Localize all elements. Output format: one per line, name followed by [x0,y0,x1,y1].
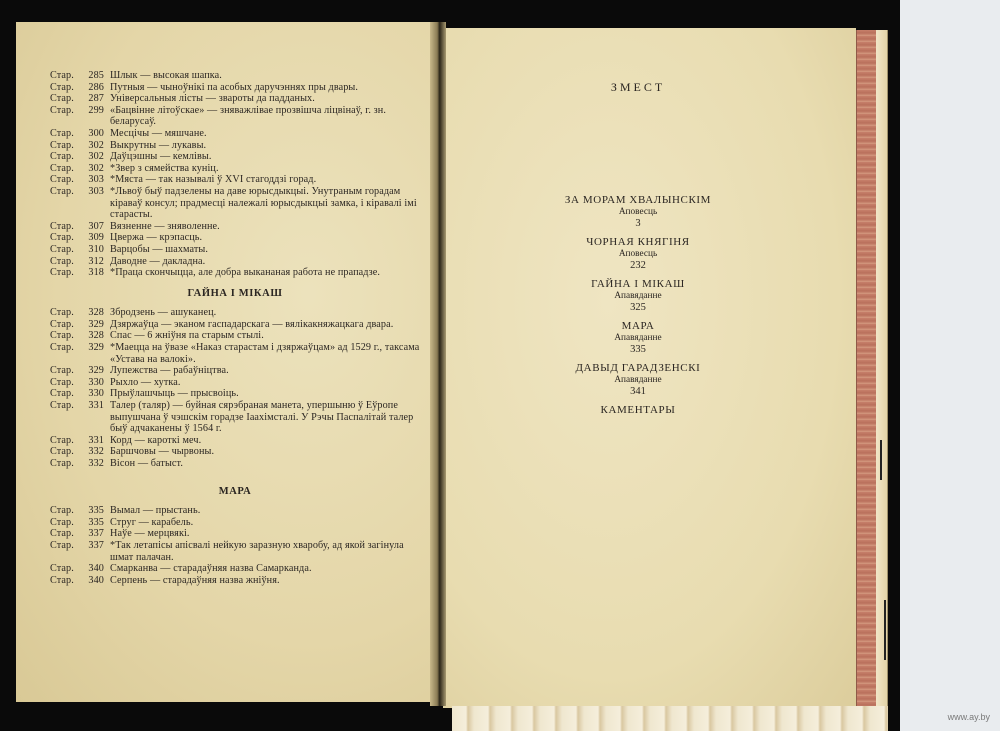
note-abbr: Стар. [50,127,74,139]
note-abbr: Стар. [50,539,74,551]
note-abbr: Стар. [50,563,74,575]
notes-group-2 [50,307,420,469]
note-abbr: Стар. [50,70,74,81]
note-abbr: Стар. [50,446,74,458]
note-page: 303 [88,185,104,197]
note-text: *Звер з сямейства куніц. [110,162,219,174]
toc-entry-title: ДАВЫД ГАРАДЗЕНСКІ [575,362,701,374]
note-row [50,163,420,175]
note-page: 307 [88,220,104,232]
note-row [50,540,420,563]
note-abbr: Стар. [50,93,74,105]
note-row [50,563,420,575]
note-abbr: Стар. [50,434,74,446]
toc-entry-title: ГАЙНА І МІКАШ [591,278,685,290]
note-page: 318 [88,267,104,279]
note-text: Выкрутны — лукавы. [110,139,207,151]
note-row [50,517,420,529]
note-abbr: Стар. [50,318,74,330]
note-abbr: Стар. [50,376,74,388]
note-page: 337 [88,539,104,551]
toc-entry-genre: Аповесць [618,249,658,259]
toc-entry-title: КАМЕНТАРЫ [600,404,676,416]
toc-entry-title: МАРА [621,320,655,332]
note-text: Спас — 6 жніўня па старым стылі. [110,330,264,342]
note-abbr: Стар. [50,400,74,412]
note-text: Путныя — чыноўнікі па асобых даручэннях пры двары. [110,81,358,93]
note-text: Даўцэшны — кемлівы. [110,151,212,163]
note-row [50,319,420,331]
note-text: Збродзень — ашуканец. [110,307,217,319]
toc-entry-page: 325 [630,302,646,313]
note-row [50,388,420,400]
page-bottom-edge [452,706,888,731]
note-page: 329 [88,342,104,354]
note-row [50,221,420,233]
note-text: Універсальныя лісты — звароты да падданых. [110,93,315,105]
note-abbr: Стар. [50,185,74,197]
section-heading-mara: МАРА [218,485,252,497]
note-text: Смарканва — старадаўняя назва Самарканда. [110,563,312,575]
note-abbr: Стар. [50,267,74,279]
note-text: Месцічы — мяшчане. [110,127,207,139]
note-row [50,105,420,128]
note-text: «Бацвінне літоўскае» — зняважлівае прозвішча ліцвінаў, г. зн. беларусаў. [110,104,386,128]
toc-entry-title: ЧОРНАЯ КНЯГІНЯ [586,236,690,248]
note-abbr: Стар. [50,232,74,244]
note-text: Лупежства — рабаўніцтва. [110,365,229,377]
note-text: Наўе — мерцвякі. [110,528,190,540]
toc-entry [443,236,833,272]
note-page: 337 [88,528,104,540]
note-row [50,128,420,140]
toc-entry-page: 341 [630,386,646,397]
note-page: 328 [88,330,104,342]
note-text: Серпень — старадаўняя назва жніўня. [110,574,280,586]
note-text: Струг — карабель. [110,516,194,528]
note-text: Баршчовы — чырвоны. [110,446,215,458]
note-page: 310 [88,243,104,255]
note-page: 302 [88,151,104,163]
note-abbr: Стар. [50,81,74,93]
note-text: Вязненне — зняволенне. [110,220,220,232]
note-row [50,446,420,458]
note-abbr: Стар. [50,151,74,163]
note-text: Прыўлашчыць — прысвоіць. [110,388,239,400]
note-text: Корд — кароткі меч. [110,434,202,446]
note-abbr: Стар. [50,330,74,342]
note-abbr: Стар. [50,255,74,267]
note-text: *Мяста — так называлі ў XVI стагоддзі горад. [110,174,317,186]
toc-entry [443,362,833,398]
note-page: 340 [88,563,104,575]
edge-mark [880,440,882,480]
note-text: Рыхло — хутка. [110,376,181,388]
note-page: 340 [88,574,104,586]
toc-entry [443,320,833,356]
note-row [50,365,420,377]
note-row [50,505,420,517]
note-page: 303 [88,174,104,186]
note-row [50,377,420,389]
note-row [50,575,420,587]
note-abbr: Стар. [50,307,74,319]
note-row [50,244,420,256]
note-text: Шлык — высокая шапка. [110,70,222,81]
note-page: 287 [88,93,104,105]
page-edge-cream [876,30,888,710]
note-row [50,342,420,365]
note-abbr: Стар. [50,342,74,354]
note-text: *Праца скончыцца, але добра выкананая работа не прападзе. [110,267,381,279]
toc-entry-page: 3 [635,218,641,229]
note-text: *Маецца на ўвазе «Наказ старастам і дзяржаўцам» ад 1529 г., таксама «Устава на валокі». [110,342,420,365]
note-page: 328 [88,307,104,319]
note-row [50,307,420,319]
note-page: 331 [88,400,104,412]
note-page: 335 [88,516,104,528]
toc-entry-genre: Апавяданне [614,375,662,385]
note-page: 286 [88,81,104,93]
note-row [50,400,420,435]
note-page: 302 [88,139,104,151]
note-text: Цвержа — крэпасць. [110,232,203,244]
note-row [50,70,420,82]
toc-entry [443,194,833,230]
toc-entry-title: ЗА МОРАМ ХВАЛЫНСКІМ [564,194,712,206]
note-abbr: Стар. [50,104,74,116]
note-text: Вымал — прыстань. [110,505,201,517]
note-page: 329 [88,318,104,330]
note-page: 312 [88,255,104,267]
toc-entry [443,404,833,417]
note-abbr: Стар. [50,574,74,586]
note-abbr: Стар. [50,388,74,400]
toc-entry-page: 335 [630,344,646,355]
note-row [50,140,420,152]
note-text: Варцобы — шахматы. [110,243,209,255]
note-page: 331 [88,434,104,446]
note-page: 332 [88,446,104,458]
contents-title: ЗМЕСТ [610,80,666,94]
note-abbr: Стар. [50,505,74,517]
toc-entry-genre: Апавяданне [614,291,662,301]
note-page: 302 [88,162,104,174]
note-row [50,267,420,279]
note-row [50,151,420,163]
table-of-contents [443,194,833,423]
note-text: Вісон — батыст. [110,458,183,469]
glossary-notes [50,70,420,586]
note-page: 329 [88,365,104,377]
note-row [50,458,420,470]
note-page: 330 [88,388,104,400]
note-text: Талер (таляр) — буйная сярэбраная манета, упершыню ў Еўропе выпушчана ў чэшскім горадзе Іаахімсталі. У Рэчы Паспалітай талер быў адчаканены ў 1564 г. [110,400,414,435]
note-text: Даводне — дакладна. [110,255,206,267]
note-row [50,435,420,447]
note-abbr: Стар. [50,365,74,377]
note-abbr: Стар. [50,162,74,174]
note-row [50,82,420,94]
toc-entry-page: 232 [630,260,646,271]
note-row [50,174,420,186]
note-row [50,330,420,342]
note-row [50,186,420,221]
note-abbr: Стар. [50,220,74,232]
note-abbr: Стар. [50,528,74,540]
note-page: 332 [88,458,104,469]
note-text: *Так летапісы апісвалі нейкую заразную хваробу, ад якой загінула шмат палачан. [110,539,404,563]
note-row [50,528,420,540]
note-page: 299 [88,104,104,116]
note-page: 285 [88,70,104,81]
note-abbr: Стар. [50,139,74,151]
section-heading-gaina: ГАЙНА І МІКАШ [187,287,283,299]
watermark: www.ay.by [947,712,990,722]
edge-mark [884,600,886,660]
note-abbr: Стар. [50,174,74,186]
notes-group-1 [50,70,420,279]
notes-group-3 [50,505,420,586]
note-page: 309 [88,232,104,244]
note-abbr: Стар. [50,516,74,528]
note-text: Дзяржаўца — эканом гаспадарскага — вялікакняжацкага двара. [110,318,394,330]
toc-entry [443,278,833,314]
toc-entry-genre: Апавяданне [614,333,662,343]
toc-entry-genre: Аповесць [618,207,658,217]
note-abbr: Стар. [50,243,74,255]
note-page: 330 [88,376,104,388]
note-abbr: Стар. [50,458,74,469]
note-page: 335 [88,505,104,517]
note-row [50,256,420,268]
note-page: 300 [88,127,104,139]
note-text: *Львоў быў падзелены на даве юрысдыкцыі. Унутраным горадам кіраваў консул; прадмесці належалі юрысдыкцыі замка, і кіравалі імі старасты. [110,185,417,221]
note-row [50,93,420,105]
note-row [50,232,420,244]
